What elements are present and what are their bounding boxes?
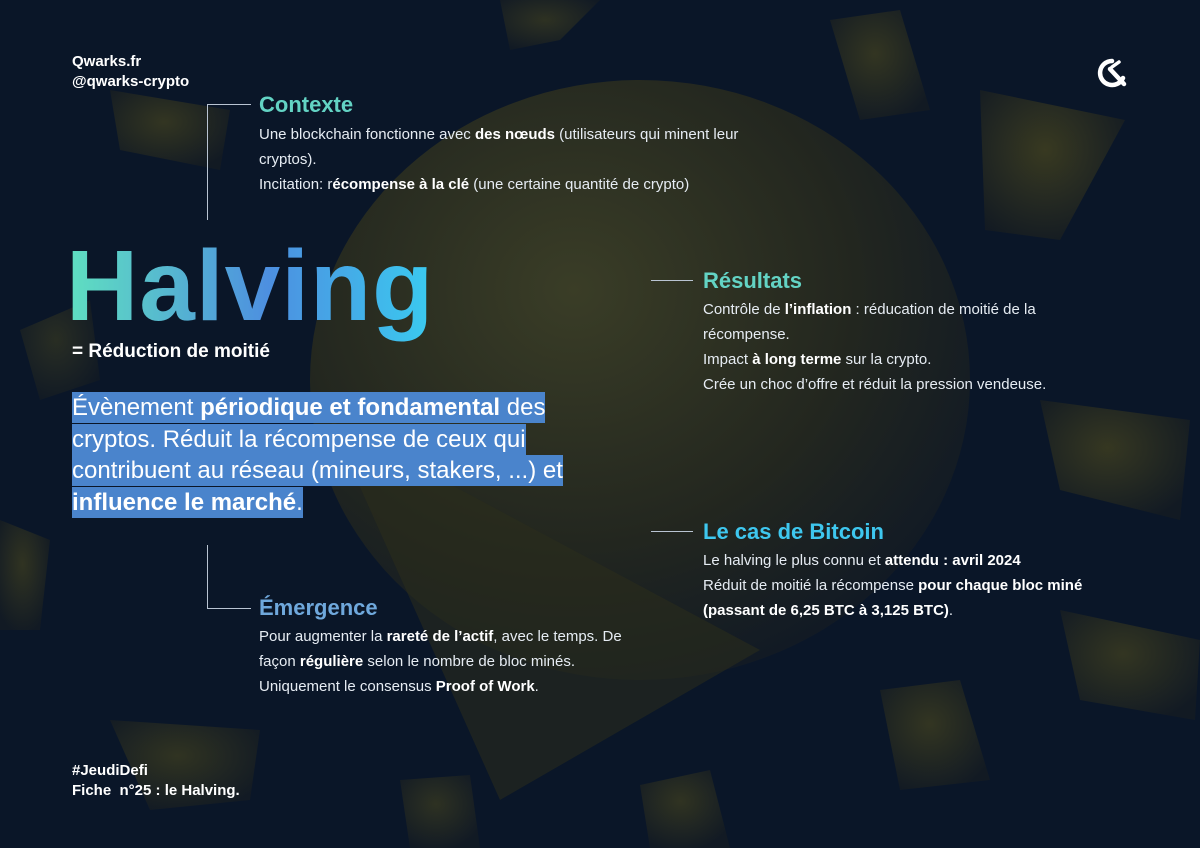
emergence-section [259, 595, 629, 699]
contexte-line-1: Une blockchain fonctionne avec des nœuds (utilisateurs qui minent leur cryptos). [259, 126, 739, 168]
emergence-title: Émergence [259, 595, 378, 620]
contexte-title: Contexte [259, 92, 354, 117]
resultats-section [703, 268, 1093, 397]
bitcoin-title: Le cas de Bitcoin [703, 519, 884, 544]
contexte-line-2: Incitation: récompense à la clé (une certaine quantité de crypto) [259, 176, 690, 193]
highlight-text: Évènement périodique et fondamental des cryptos. Réduit la récompense de ceux qui contribuent au réseau (mineurs, stakers, ...) et influence le marché. [72, 394, 563, 516]
brand-block [72, 52, 189, 92]
highlight-paragraph [72, 392, 632, 518]
bitcoin-line-1: Le halving le plus connu et attendu : avril 2024 [703, 552, 1021, 569]
footer-block [72, 761, 240, 801]
qwarks-logo-icon [1097, 58, 1127, 88]
footer-fiche: Fiche n°25 : le Halving. [72, 782, 240, 799]
resultats-line-1: Contrôle de l’inflation : réducation de moitié de la récompense. [703, 301, 1036, 343]
contexte-section [259, 92, 799, 197]
emergence-connector-vertical [207, 545, 208, 608]
resultats-line-2: Impact à long terme sur la crypto. [703, 351, 932, 368]
contexte-connector-vertical [207, 104, 208, 220]
resultats-connector [651, 280, 693, 281]
bitcoin-connector [651, 531, 693, 532]
bitcoin-section [703, 519, 1113, 623]
resultats-title: Résultats [703, 268, 803, 293]
subtitle: = Réduction de moitié [72, 341, 270, 362]
resultats-line-3: Crée un choc d’offre et réduit la pression vendeuse. [703, 376, 1047, 393]
contexte-connector-horizontal [207, 104, 251, 105]
brand-handle: @qwarks-crypto [72, 73, 190, 90]
footer-hashtag: #JeudiDefi [72, 762, 148, 779]
brand-site: Qwarks.fr [72, 53, 142, 70]
main-title: Halving [66, 226, 434, 346]
bitcoin-line-2: Réduit de moitié la récompense pour chaque bloc miné (passant de 6,25 BTC à 3,125 BTC). [703, 577, 1083, 619]
emergence-connector-horizontal [207, 608, 251, 609]
emergence-line-1: Pour augmenter la rareté de l’actif, avec le temps. De façon régulière selon le nombre de bloc minés. [259, 628, 622, 670]
emergence-line-2: Uniquement le consensus Proof of Work. [259, 678, 539, 695]
